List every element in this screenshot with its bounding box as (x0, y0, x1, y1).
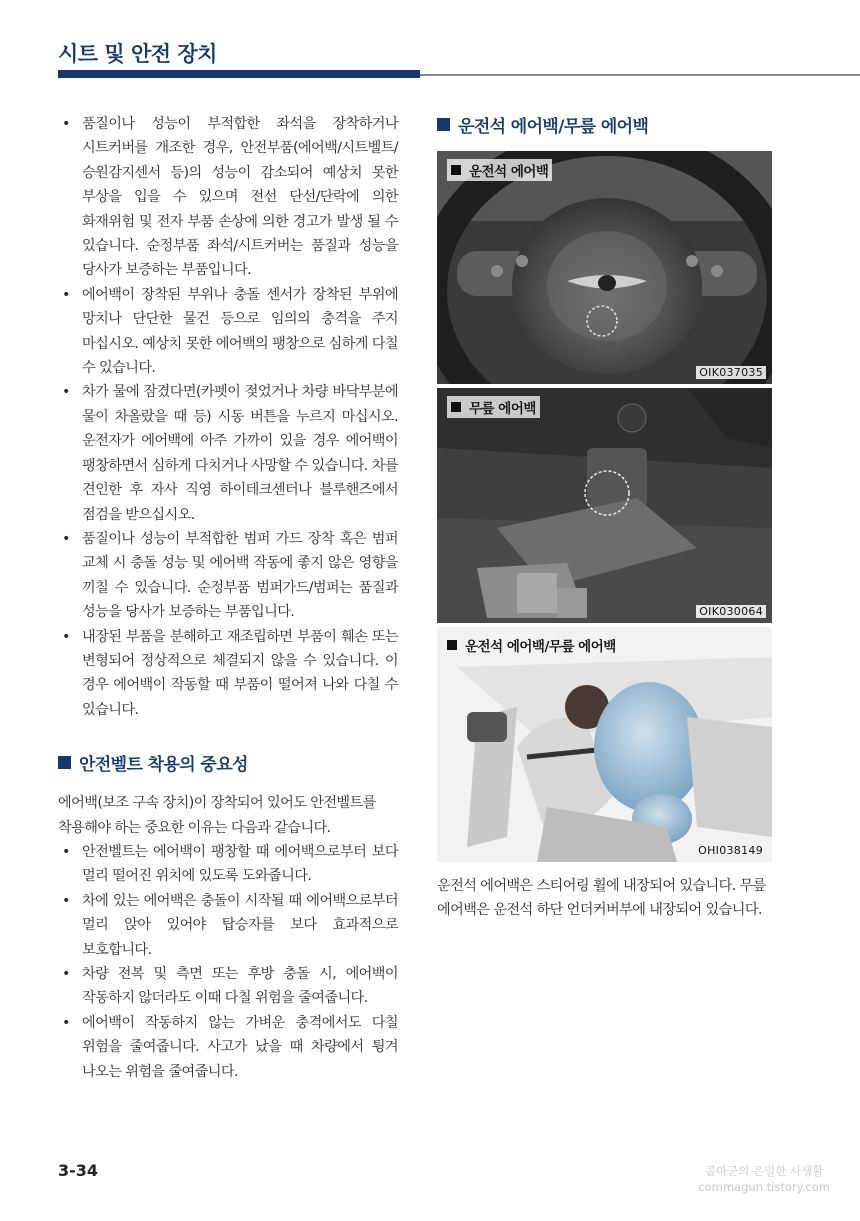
list-item: • 차량 전복 및 측면 또는 후방 충돌 시, 에어백이 작동하지 않더라도 이때 다칠 위험을 줄여줍니다. (58, 962, 398, 1011)
section-title: 운전석 에어백/무릎 에어백 (458, 117, 649, 137)
airbag-caption: 운전석 에어백은 스티어링 휠에 내장되어 있습니다. 무릎 에어백은 운전석 하단 언더커버부에 내장되어 있습니다. (437, 878, 766, 919)
page-header-title: 시트 및 안전 장치 (58, 42, 217, 66)
list-item: • 안전벨트는 에어백이 팽창할 때 에어백으로부터 보다 멀리 떨어진 위치에 있도록 도와줍니다. (58, 840, 398, 889)
figure-label (447, 396, 540, 418)
list-item: • 품질이나 성능이 부적합한 좌석을 장착하거나 시트커버를 개조한 경우, 안전부품(에어백/시트벨트/승원감지센서 등)의 성능이 감소되어 예상치 못한 부상을 입을 수 있으며 전선 단선/단락에 의한 화재위험 및 전자 부품 손상에 의한 경고가 발생 될 수 있습니다. 순정부품 좌석/시트커버는 품질과 성능을 당사가 보증하는 부품입니다. (58, 112, 398, 283)
figure-knee-airbag (437, 388, 772, 623)
figure-driver-knee-airbag (437, 627, 772, 862)
header-rule (420, 74, 860, 76)
steering-wheel-illustration (437, 151, 772, 384)
watermark-line: 콤마군의 은밀한 사생활 (704, 1164, 824, 1178)
warning-list (58, 112, 398, 722)
header-bar (58, 70, 420, 78)
figure-label-text: 운전석 에어백/무릎 에어백 (465, 639, 616, 655)
airbag-section-heading (437, 112, 782, 137)
figure-code: OIK037035 (696, 366, 766, 379)
figure-label-text: 무릎 에어백 (469, 401, 536, 417)
left-column (58, 112, 398, 1084)
seatbelt-list (58, 840, 398, 1084)
figure-steering-wheel (437, 151, 772, 384)
figure-code: OHI038149 (698, 844, 763, 857)
label-marker-icon (447, 640, 457, 650)
list-item: • 내장된 부품을 분해하고 재조립하면 부품이 훼손 또는 변형되어 정상적으로 체결되지 않을 수 있습니다. 이 경우 에어백이 작동할 때 부품이 떨어져 나와 다칠 수 있습니다. (58, 625, 398, 723)
knee-airbag-illustration (437, 388, 772, 623)
watermark-line: commagun.tistory.com (698, 1180, 830, 1194)
label-marker-icon (451, 402, 461, 412)
watermark (698, 1163, 830, 1195)
list-item: • 차가 물에 잠겼다면(카펫이 젖었거나 차량 바닥부분에 물이 차올랐을 때 등) 시동 버튼을 누르지 마십시오. 운전자가 에어백에 아주 가까이 있을 경우 에어백이 팽창하면서 심하게 다치거나 사망할 수 있습니다. 차를 견인한 후 자사 직영 하이테크센터나 블루핸즈에서 점검을 받으십시오. (58, 380, 398, 526)
list-item: • 에어백이 장착된 부위나 충돌 센서가 장착된 부위에 망치나 단단한 물건 등으로 임의의 충격을 주지 마십시오. 예상치 못한 에어백의 팽창으로 심하게 다칠 수 있습니다. (58, 283, 398, 381)
list-item: • 차에 있는 에어백은 충돌이 시작될 때 에어백으로부터 멀리 앉아 있어야 탑승자를 보다 효과적으로 보호합니다. (58, 889, 398, 962)
section-marker-icon (437, 118, 450, 131)
list-item: • 에어백이 작동하지 않는 가벼운 충격에서도 다칠 위험을 줄여줍니다. 사고가 났을 때 차량에서 튕겨 나오는 위험을 줄여줍니다. (58, 1011, 398, 1084)
figure-code: OIK030064 (696, 605, 766, 618)
figure-label-text: 운전석 에어백 (469, 164, 549, 180)
seatbelt-section-heading (58, 750, 398, 775)
page-number: 3-34 (58, 1161, 99, 1180)
figure-label (447, 635, 616, 655)
right-column (437, 112, 782, 937)
airbag-deployment-illustration (437, 627, 772, 862)
seatbelt-intro: 에어백(보조 구속 장치)이 장착되어 있어도 안전벨트를 착용해야 하는 중요한 이유는 다음과 같습니다. (58, 795, 376, 836)
label-marker-icon (451, 165, 461, 175)
list-item: • 품질이나 성능이 부적합한 범퍼 가드 장착 혹은 범퍼 교체 시 충돌 성능 및 에어백 작동에 좋지 않은 영향을 끼칠 수 있습니다. 순정부품 범퍼가드/범퍼는 품질과 성능을 당사가 보증하는 부품입니다. (58, 527, 398, 625)
section-marker-icon (58, 756, 71, 769)
figure-label (447, 159, 552, 181)
section-title: 안전벨트 착용의 중요성 (79, 755, 248, 776)
